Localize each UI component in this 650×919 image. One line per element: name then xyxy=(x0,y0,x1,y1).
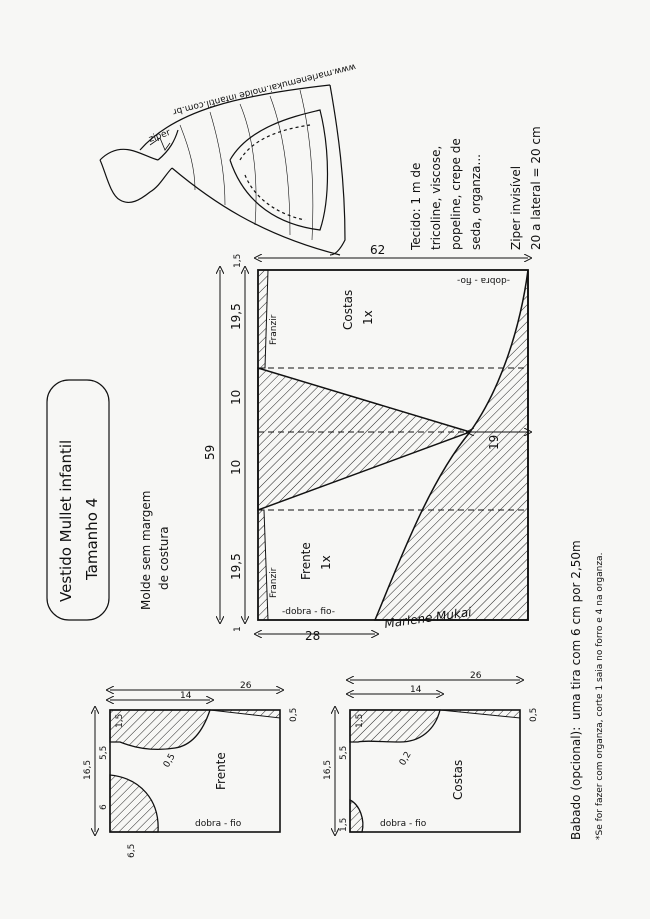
bf-side-top: 0,5 xyxy=(289,707,299,722)
skirt-gather-front: Franzir xyxy=(269,567,279,598)
ruffle-note xyxy=(569,540,605,840)
bb-width-a: 14 xyxy=(410,685,422,695)
zipper-sketch-label: ziper xyxy=(147,127,172,145)
skirt-height-total: 59 xyxy=(203,444,217,460)
bf-label: Frente xyxy=(214,752,228,790)
bodice-front-armhole xyxy=(110,710,210,749)
skirt-width-top: 62 xyxy=(370,243,386,257)
ruffle-line1: uma tira com 6 cm por 2,50m xyxy=(569,540,583,720)
ruffle-label: Babado (opcional): xyxy=(569,726,583,840)
bf-neck-depth: 6 xyxy=(99,804,109,810)
bf-width-a: 14 xyxy=(180,691,192,701)
bf-height: 16,5 xyxy=(83,759,93,780)
skirt-front-label: Frente xyxy=(299,542,313,580)
materials-line3: popeline, crepe de xyxy=(449,138,463,250)
bb-label: Costas xyxy=(451,759,465,800)
skirt-fold-bottom: -dobra - fio- xyxy=(282,607,335,617)
bb-shoulder: 1,5 xyxy=(355,713,365,728)
bodice-front-neck xyxy=(110,775,158,832)
ruffle-line2: *Se for fazer com organza, corte 1 saia no forro e 4 na organza. xyxy=(595,552,605,840)
materials-note xyxy=(409,126,543,251)
bb-height: 16,5 xyxy=(323,759,333,780)
bf-armhole-curve: 0,5 xyxy=(161,752,178,770)
dress-sketch xyxy=(100,85,345,255)
skirt-corner-bottom: 1 xyxy=(233,626,243,632)
bf-fold: dobra - fio xyxy=(195,819,242,829)
bb-armhole-gap: 5,5 xyxy=(339,745,349,760)
skirt-gather-back: Franzir xyxy=(269,314,279,345)
bodice-back-neck xyxy=(350,800,363,832)
bb-side-top: 0,5 xyxy=(529,707,539,722)
title-block xyxy=(47,380,109,620)
bodice-back-pattern xyxy=(335,680,520,832)
skirt-edge-top xyxy=(258,270,268,368)
bb-armhole-curve: 0,2 xyxy=(397,750,414,768)
bodice-front-shoulder xyxy=(210,710,280,718)
skirt-fold-top: -dobra - fio- xyxy=(457,275,510,285)
bodice-front-pattern xyxy=(95,690,280,832)
bb-fold: dobra - fio xyxy=(380,819,427,829)
skirt-seg-bottom: 19,5 xyxy=(229,553,243,580)
title-line1: Vestido Mullet infantil xyxy=(57,439,75,602)
zipper-line1: Ziper invisível xyxy=(509,165,523,250)
zipper-line2: 20 a lateral = 20 cm xyxy=(529,126,543,250)
skirt-seg-top: 19,5 xyxy=(229,303,243,330)
subtitle-block xyxy=(139,491,171,610)
subtitle-line1: Molde sem margem xyxy=(139,490,153,610)
skirt-front-qty: 1x xyxy=(319,555,333,570)
skirt-back-qty: 1x xyxy=(361,310,375,325)
materials-line2: tricoline, viscose, xyxy=(429,145,443,250)
bb-width-b: 26 xyxy=(470,671,482,681)
bf-width-b: 26 xyxy=(240,681,252,691)
website-url: www.marlenemukai.molde infantil.com.br xyxy=(171,61,357,117)
signature: Marlene Mukai xyxy=(383,604,473,631)
bf-neck-width: 6,5 xyxy=(127,843,137,858)
bodice-back-shoulder xyxy=(440,710,520,718)
skirt-curve-depth: 19 xyxy=(487,434,501,450)
materials-line1: Tecido: 1 m de xyxy=(409,162,423,250)
bf-armhole-gap: 5,5 xyxy=(99,745,109,760)
skirt-corner-top: 1,5 xyxy=(233,253,243,268)
title-line2: Tamanho 4 xyxy=(83,497,101,580)
skirt-seg-mid1: 10 xyxy=(229,389,243,405)
skirt-back-label: Costas xyxy=(341,289,355,330)
bf-shoulder: 1,5 xyxy=(115,713,125,728)
skirt-edge-bottom xyxy=(258,510,268,620)
materials-line4: seda, organza... xyxy=(469,154,483,250)
subtitle-line2: de costura xyxy=(157,526,171,590)
skirt-seg-mid2: 10 xyxy=(229,459,243,475)
bb-neck-depth: 1,5 xyxy=(339,817,349,832)
skirt-bottom-width: 28 xyxy=(305,629,321,643)
